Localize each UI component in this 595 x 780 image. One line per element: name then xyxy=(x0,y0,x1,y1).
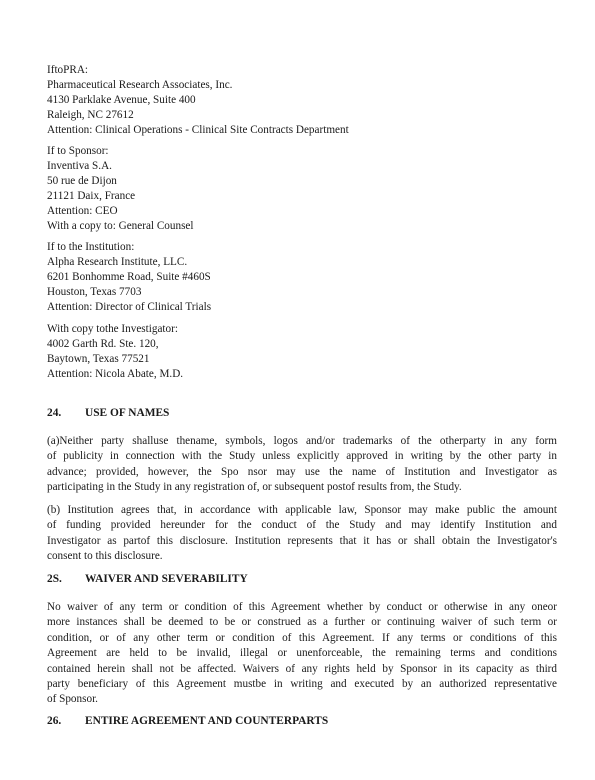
paragraph-line: Agreement are held to be invalid, illegal or unenforceable, the remaining terms and conditions xyxy=(47,647,557,660)
paragraph-line: condition, or of any other term or condition of this Agreement. If any terms or conditions of this xyxy=(47,631,557,644)
paragraph-line: advance; provided, however, the Spo nsor may use the name of Institution and Investigator as xyxy=(47,465,557,478)
address-line: If to Sponsor: xyxy=(47,145,109,157)
section-title: ENTIRE AGREEMENT AND COUNTERPARTS xyxy=(85,715,329,727)
section-title: WAIVER AND SEVERABILITY xyxy=(85,573,248,585)
paragraph-line: Investigator as partof this disclosure. Institution represents that it has or shall obtain the Investigator's xyxy=(47,534,557,547)
paragraph-line: participating in the Study in any registration of, or subsequent postof results from, the Study. xyxy=(47,481,462,494)
paragraph-line: of funding provided hereunder for the conduct of the Study and may identify Institution and xyxy=(47,519,557,532)
address-block-institution xyxy=(47,240,557,315)
address-block-pra xyxy=(47,63,557,138)
address-line: If to the Institution: xyxy=(47,241,135,253)
paragraph-line: contained herein shall not be affected. Waivers of any rights held by Sponsor in its capacity as third xyxy=(47,662,557,675)
address-line: Attention: Clinical Operations - Clinical Site Contracts Department xyxy=(47,124,349,136)
paragraph-line: of publicity in connection with the Study unless explicitly approved in writing by the other party in xyxy=(47,450,557,463)
paragraph-line: consent to this disclosure. xyxy=(47,550,163,563)
address-block-sponsor xyxy=(47,144,557,234)
address-line: Inventiva S.A. xyxy=(47,160,112,172)
section-number: 24. xyxy=(47,407,62,419)
address-line: 4002 Garth Rd. Ste. 120, xyxy=(47,338,159,350)
address-line: Attention: CEO xyxy=(47,205,118,217)
paragraph-line: more instances shall be deemed to be or construed as a further or continuing waiver of such term or xyxy=(47,616,557,629)
address-line: Raleigh, NC 27612 xyxy=(47,109,134,121)
address-line: Pharmaceutical Research Associates, Inc. xyxy=(47,79,233,91)
address-line: Alpha Research Institute, LLC. xyxy=(47,256,188,268)
paragraph-line: (a)Neither party shalluse thename, symbols, logos and/or trademarks of the otherparty in any form xyxy=(47,435,557,447)
address-line: 6201 Bonhomme Road, Suite #460S xyxy=(47,271,211,283)
address-line: With copy tothe Investigator: xyxy=(47,323,178,335)
section-heading-26 xyxy=(47,715,328,727)
address-line: Houston, Texas 7703 xyxy=(47,286,142,298)
address-line: 21121 Daix, France xyxy=(47,190,136,202)
address-line: Baytown, Texas 77521 xyxy=(47,353,150,365)
section-25-paragraph xyxy=(47,600,557,708)
paragraph-line: No waiver of any term or condition of this Agreement whether by conduct or otherwise in any oneor xyxy=(47,601,557,613)
section-24-paragraph-b xyxy=(47,503,557,565)
section-heading-24 xyxy=(47,407,169,419)
section-heading-25 xyxy=(47,573,248,585)
section-24-paragraph-a xyxy=(47,434,557,496)
address-block-investigator xyxy=(47,322,557,382)
paragraph-line: of Sponsor. xyxy=(47,693,98,706)
address-line: IftoPRA: xyxy=(47,64,89,76)
address-line: 50 rue de Dijon xyxy=(47,175,117,187)
address-line: Attention: Director of Clinical Trials xyxy=(47,301,212,313)
address-line: With a copy to: General Counsel xyxy=(47,220,194,232)
section-title: USE OF NAMES xyxy=(85,407,170,419)
section-number: 2S. xyxy=(47,573,62,585)
paragraph-line: (b) Institution agrees that, in accordance with applicable law, Sponsor may make public the amount xyxy=(47,504,557,516)
address-line: 4130 Parklake Avenue, Suite 400 xyxy=(47,94,196,106)
address-line: Attention: Nicola Abate, M.D. xyxy=(47,368,184,380)
section-number: 26. xyxy=(47,715,62,727)
paragraph-line: party beneficiary of this Agreement mustbe in writing and executed by an authorized representative xyxy=(47,677,557,690)
